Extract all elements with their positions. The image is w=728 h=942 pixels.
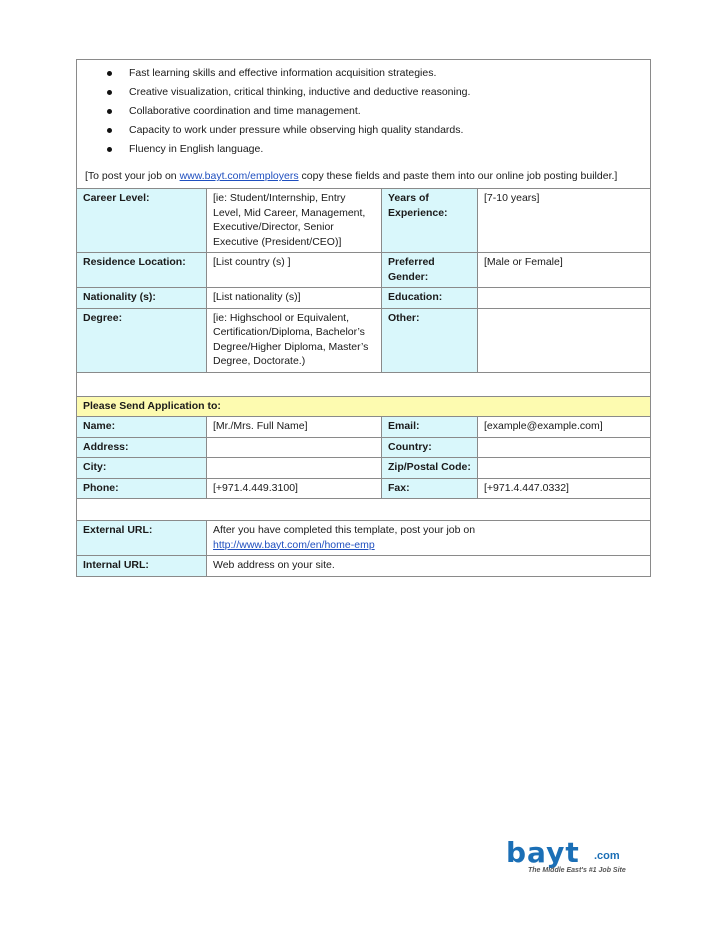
bullet-icon [107,109,112,114]
table-row [77,308,651,372]
address-label: Address: [77,437,207,458]
list-item: Fluency in English language. [85,140,644,159]
country-label: Country: [382,437,478,458]
list-item: Fast learning skills and effective information acquisition strategies. [85,64,644,83]
list-item: Capacity to work under pressure while observing high quality standards. [85,121,644,140]
table-row [77,437,651,458]
preferred-gender-label: Preferred Gender: [382,253,478,288]
spacer-cell [77,499,651,521]
city-label: City: [77,458,207,479]
residence-location-label: Residence Location: [77,253,207,288]
table-row [77,521,651,556]
fax-value[interactable]: [+971.4.447.0332] [478,478,651,499]
logo-tagline: The Middle East's #1 Job Site [528,867,626,874]
bullet-icon [107,147,112,152]
degree-value[interactable]: [ie: Highschool or Equivalent, Certification/Diploma, Bachelor’s Degree/Higher Diploma, Master’s Degree, Doctorate.) [207,308,382,372]
phone-label: Phone: [77,478,207,499]
bullet-icon [107,128,112,133]
table-row [77,478,651,499]
phone-value[interactable]: [+971.4.449.3100] [207,478,382,499]
logo-domain: .com [594,850,620,862]
career-level-label: Career Level: [77,189,207,253]
nationality-label: Nationality (s): [77,288,207,309]
table-row [77,396,651,417]
table-row [77,417,651,438]
spacer-cell [77,372,651,396]
internal-url-label: Internal URL: [77,556,207,577]
bullet-icon [107,71,112,76]
job-template-page [76,59,649,577]
years-experience-value[interactable]: [7-10 years] [478,189,651,253]
city-value[interactable] [207,458,382,479]
other-label: Other: [382,308,478,372]
internal-url-value[interactable]: Web address on your site. [207,556,651,577]
list-item: Creative visualization, critical thinking, inductive and deductive reasoning. [85,83,644,102]
residence-location-value[interactable]: [List country (s) ] [207,253,382,288]
name-value[interactable]: [Mr./Mrs. Full Name] [207,417,382,438]
table-row [77,458,651,479]
spacer-row [77,372,651,396]
email-value[interactable]: [example@example.com] [478,417,651,438]
external-url-value: After you have completed this template, post your job on http://www.bayt.com/en/home-emp [207,521,651,556]
bayt-logo [506,838,646,878]
table-row [77,288,651,309]
table-row [77,189,651,253]
list-item: Collaborative coordination and time management. [85,102,644,121]
address-value[interactable] [207,437,382,458]
spacer-row [77,499,651,521]
other-value[interactable] [478,308,651,372]
country-value[interactable] [478,437,651,458]
email-label: Email: [382,417,478,438]
skills-list [85,64,644,159]
send-application-heading: Please Send Application to: [77,396,651,417]
intro-row [77,60,651,189]
table-row [77,556,651,577]
preferred-gender-value[interactable]: [Male or Female] [478,253,651,288]
years-experience-label: Years of Experience: [382,189,478,253]
home-emp-link[interactable]: http://www.bayt.com/en/home-emp [213,538,375,551]
employers-link[interactable]: www.bayt.com/employers [179,170,299,182]
zip-code-value[interactable] [478,458,651,479]
fax-label: Fax: [382,478,478,499]
career-level-value[interactable]: [ie: Student/Internship, Entry Level, Mid Career, Management, Executive/Director, Senior Executive (President/CEO)] [207,189,382,253]
nationality-value[interactable]: [List nationality (s)] [207,288,382,309]
zip-code-label: Zip/Postal Code: [382,458,478,479]
intro-cell [77,60,651,189]
degree-label: Degree: [77,308,207,372]
name-label: Name: [77,417,207,438]
bullet-icon [107,90,112,95]
post-instructions: [To post your job on www.bayt.com/employers copy these fields and paste them into our online job posting builder.] [85,170,618,182]
education-label: Education: [382,288,478,309]
education-value[interactable] [478,288,651,309]
job-posting-form [76,59,651,577]
external-url-label: External URL: [77,521,207,556]
table-row [77,253,651,288]
logo-wordmark: bayt [506,836,580,869]
